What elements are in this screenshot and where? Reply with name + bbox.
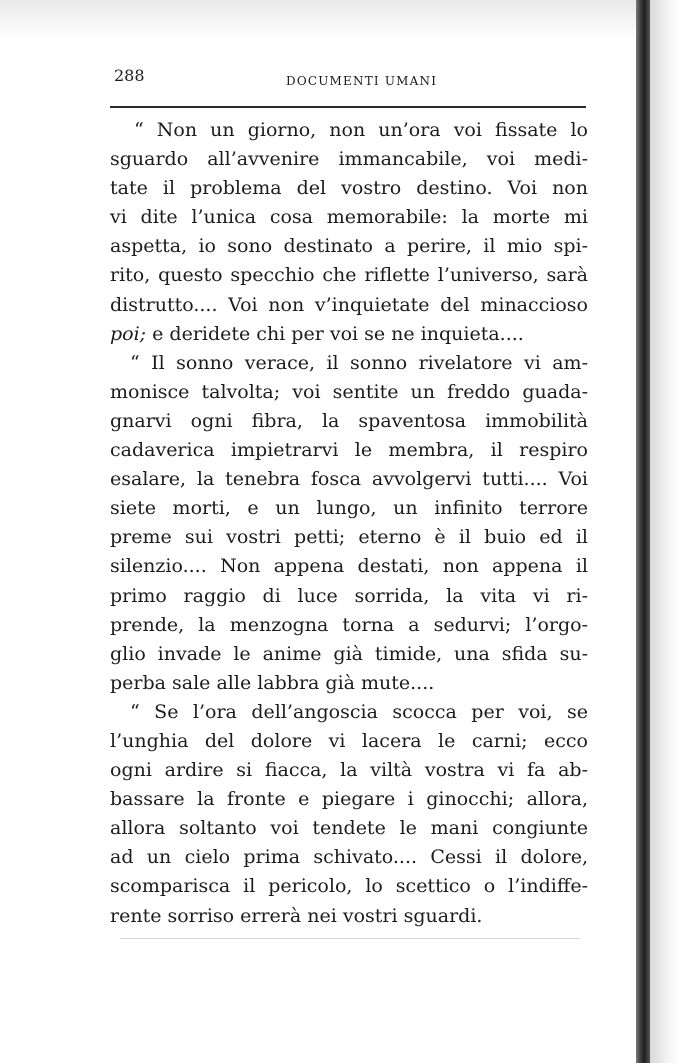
text-fragment: e deridete chi per voi se ne inquieta.... xyxy=(146,322,524,345)
text-line: sguardo all’avvenire immancabile, voi medi- xyxy=(110,148,588,171)
text-line: aspetta, io sono destinato a perire, il mio spi- xyxy=(110,235,588,258)
text-line: bassare la fronte e piegare i ginocchi; allora, xyxy=(110,788,588,811)
header-rule xyxy=(110,106,586,108)
text-line: cadaverica impietrarvi le membra, il respiro xyxy=(110,439,588,462)
text-line: “ Il sonno verace, il sonno rivelatore vi am- xyxy=(130,351,588,374)
text-line: esalare, la tenebra fosca avvolgervi tutti.... Voi xyxy=(110,468,588,491)
text-line: distrutto.... Voi non v’inquietate del minaccioso xyxy=(110,293,588,316)
bottom-shadow-line xyxy=(120,938,580,939)
page-top-shading xyxy=(0,0,640,42)
paragraph-2 xyxy=(110,349,588,698)
text-line: “ Non un giorno, non un’ora voi fissate lo xyxy=(134,119,588,141)
text-line: tate il problema del vostro destino. Voi non xyxy=(110,177,588,200)
text-line: glio invade le anime già timide, una sfida su- xyxy=(110,642,588,665)
italic-word: poi; xyxy=(110,322,147,345)
running-title: DOCUMENTI UMANI xyxy=(286,74,438,88)
text-line: monisce talvolta; voi sentite un freddo guada- xyxy=(110,380,588,403)
page-header xyxy=(112,62,586,92)
text-line: silenzio.... Non appena destati, non appena il xyxy=(110,555,588,578)
text-line: rente sorriso errerà nei vostri sguardi. xyxy=(110,904,483,927)
page-number: 288 xyxy=(114,66,145,85)
text-line: vi dite l’unica cosa memorabile: la morte mi xyxy=(110,206,588,229)
text-line: scomparisca il pericolo, lo scettico o l’indiffe- xyxy=(110,875,588,898)
text-line: ogni ardire si fiacca, la viltà vostra vi fa ab- xyxy=(110,759,588,782)
text-line: l’unghia del dolore vi lacera le carni; ecco xyxy=(110,729,588,752)
page-edge xyxy=(650,0,680,1063)
text-line: “ Se l’ora dell’angoscia scocca per voi, se xyxy=(130,700,588,723)
text-line: prende, la menzogna torna a sedurvi; l’orgo- xyxy=(110,613,588,636)
text-line xyxy=(110,320,588,349)
body-text xyxy=(110,116,588,931)
paragraph-1 xyxy=(110,116,588,349)
text-line: preme sui vostri petti; eterno è il buio ed il xyxy=(110,526,588,549)
paragraph-3 xyxy=(110,698,588,931)
text-line: perba sale alle labbra già mute.... xyxy=(110,671,435,694)
text-line: rito, questo specchio che riflette l’universo, sarà xyxy=(110,264,588,287)
text-line: primo raggio di luce sorrida, la vita vi ri- xyxy=(110,584,588,607)
text-line: allora soltanto voi tendete le mani congiunte xyxy=(110,817,588,840)
text-line: gnarvi ogni fibra, la spaventosa immobilità xyxy=(110,409,588,432)
book-spine-shadow xyxy=(636,0,650,1063)
text-line: ad un cielo prima schivato.... Cessi il dolore, xyxy=(110,846,588,869)
text-line: siete morti, e un lungo, un infinito terrore xyxy=(110,497,588,520)
